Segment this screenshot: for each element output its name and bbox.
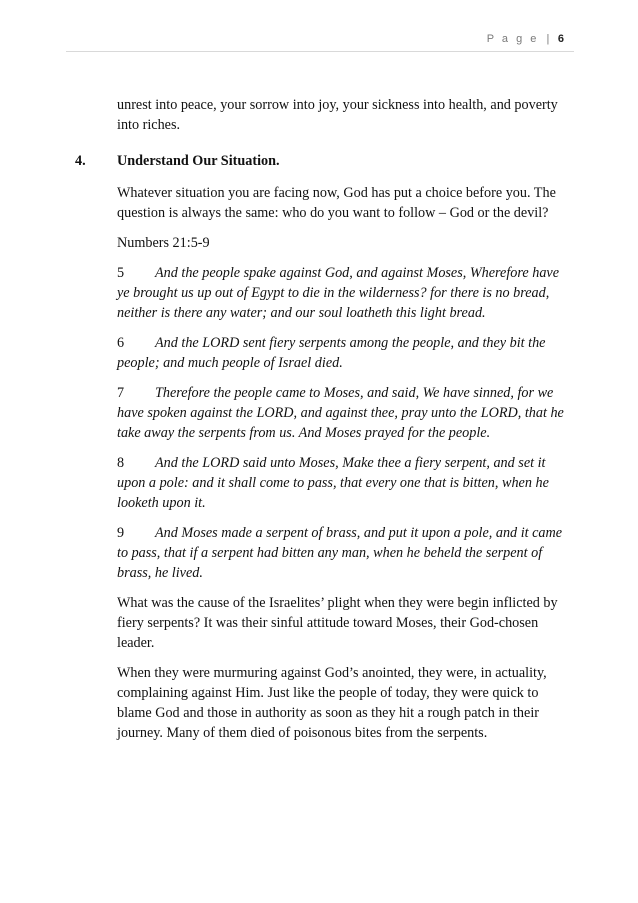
page-body	[75, 95, 567, 753]
verse-paragraph	[117, 333, 567, 373]
verse-number: 7	[117, 385, 125, 401]
section-heading	[75, 151, 567, 171]
verse-text: And Moses made a serpent of brass, and put it upon a pole, and it came to pass, that if a serpent had bitten any man, when he beheld the serpent of brass, he lived.	[117, 525, 563, 581]
verse-paragraph	[117, 263, 567, 323]
cause-paragraph: What was the cause of the Israelites’ plight when they were begin inflicted by fiery serpents? It was their sinful attitude toward Moses, their God-chosen leader.	[117, 595, 558, 651]
page-separator: |	[546, 33, 550, 45]
murmuring-paragraph: When they were murmuring against God’s anointed, they were, in actuality, complaining against Him. Just like the people of today, they were quick to blame God and those in authority as soon as they hit a rough patch in their journey. Many of them died of poisonous bites from the serpents.	[117, 665, 547, 741]
verse-number: 6	[117, 335, 125, 351]
header-divider	[66, 51, 574, 52]
verse-paragraph	[117, 383, 567, 443]
verse-number: 5	[117, 265, 125, 281]
verse-text: And the people spake against God, and against Moses, Wherefore have ye brought us up out of Egypt to die in the wilderness? for there is no bread, neither is there any water; and our soul loatheth this light bread.	[117, 265, 560, 321]
scripture-reference: Numbers 21:5-9	[117, 235, 210, 251]
verse-paragraph	[117, 523, 567, 583]
verse-paragraph	[117, 453, 567, 513]
verse-text: And the LORD sent fiery serpents among the people, and they bit the people; and much people of Israel died.	[117, 335, 546, 371]
page-number: 6	[557, 33, 564, 45]
page-label: P a g e	[486, 33, 539, 45]
verse-number: 8	[117, 455, 125, 471]
verse-text: And the LORD said unto Moses, Make thee a fiery serpent, and set it upon a pole: and it shall come to pass, that every one that is bitten, when he looketh upon it.	[117, 455, 549, 511]
continuation-paragraph: unrest into peace, your sorrow into joy, your sickness into health, and poverty into riches.	[117, 97, 558, 133]
section-number: 4.	[75, 153, 86, 169]
section-title: Understand Our Situation.	[117, 153, 280, 169]
intro-paragraph: Whatever situation you are facing now, God has put a choice before you. The question is always the same: who do you want to follow – God or the devil?	[117, 185, 556, 221]
verse-number: 9	[117, 525, 125, 541]
verse-text: Therefore the people came to Moses, and said, We have sinned, for we have spoken against the LORD, and against thee, pray unto the LORD, that he take away the serpents from us. And Moses prayed for the people.	[117, 385, 564, 441]
page-header	[487, 33, 564, 45]
